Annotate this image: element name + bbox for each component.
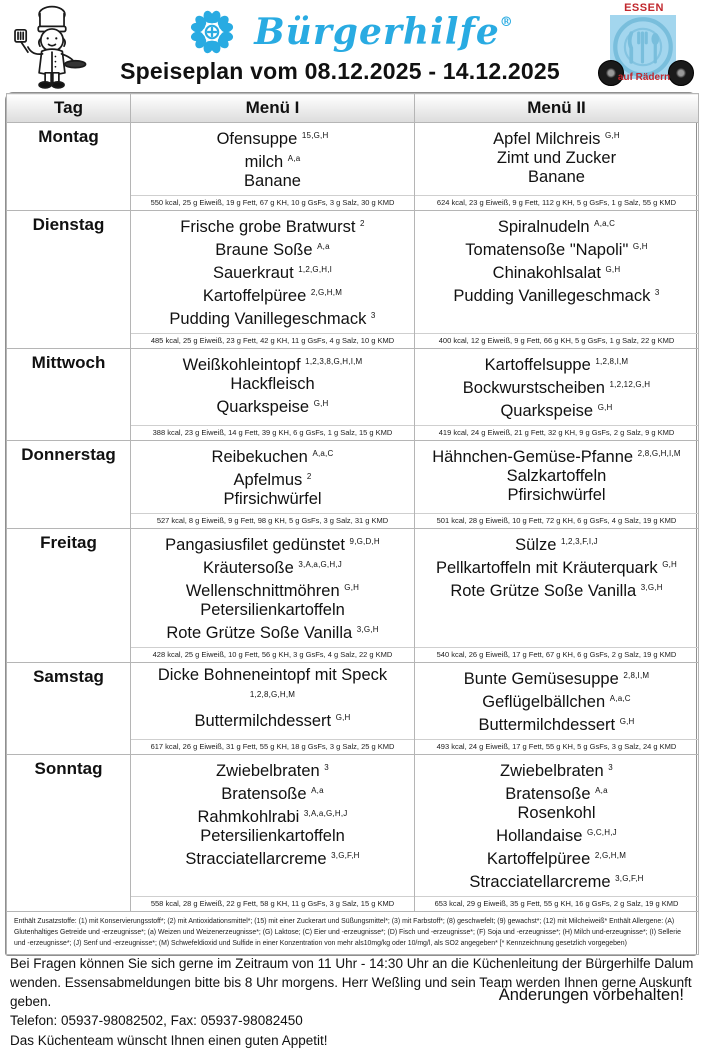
menu-item — [419, 532, 694, 555]
menu1-cell — [131, 755, 415, 897]
nutrition-line: 400 kcal, 12 g Eiweiß, 9 g Fett, 66 g KH, 5 g GsFs, 1 g Salz, 22 g KMD — [415, 334, 699, 349]
allergen-codes: 3 — [654, 288, 660, 297]
menu-item — [419, 823, 694, 846]
menu-item-name: Bunte Gemüsesuppe — [463, 670, 619, 688]
allergen-codes: G,H — [605, 131, 620, 140]
menu-item — [419, 444, 694, 467]
menu-item — [419, 214, 694, 237]
allergen-codes: A,a,C — [312, 449, 334, 458]
menu-item-name: Banane — [244, 172, 301, 190]
menu-item-name: Stracciatellarcreme — [185, 850, 327, 868]
menu-item — [419, 398, 694, 421]
allergen-codes: G,H — [605, 265, 621, 274]
menu-item-name: Petersilienkartoffeln — [200, 601, 345, 619]
menu-item-name: Ofensuppe — [216, 130, 298, 148]
menu-item-name: Pfirsichwürfel — [507, 486, 606, 504]
nutrition-line: 617 kcal, 26 g Eiweiß, 31 g Fett, 55 g KH, 18 g GsFs, 3 g Salz, 25 g KMD — [131, 740, 415, 755]
menu-item-name: Zwiebelbraten — [216, 762, 320, 780]
menu-item-name: Apfel Milchreis — [493, 130, 601, 148]
menu-item — [419, 846, 694, 869]
menu-item — [419, 126, 694, 149]
menu-item-name: Kartoffelpüree — [202, 287, 307, 305]
menu-item-name: Hollandaise — [496, 827, 583, 845]
allergen-codes: A,a — [595, 786, 608, 795]
allergen-codes: 3,A,a,G,H,J — [298, 560, 342, 569]
menu2-cell — [415, 755, 699, 897]
allergen-codes: 3,G,H — [640, 583, 663, 592]
menu-item — [135, 601, 410, 620]
allergen-codes: G,H — [344, 583, 360, 592]
menu-item-name: Quarkspeise — [216, 398, 310, 416]
menu-item-name: Pellkartoffeln mit Kräuterquark — [435, 559, 658, 577]
menu-item-name: Spiralnudeln — [497, 218, 590, 236]
menu-item-name: Hähnchen-Gemüse-Pfanne — [432, 448, 634, 466]
allergen-codes: G,H — [335, 713, 351, 722]
allergen-codes: 1,2,G,H,I — [298, 265, 333, 274]
menu-item-name: Sülze — [515, 536, 557, 554]
menu-item — [419, 149, 694, 168]
allergen-codes: A,a,C — [594, 219, 616, 228]
page-title: Speiseplan vom 08.12.2025 - 14.12.2025 — [120, 58, 560, 84]
day-label: Montag — [7, 123, 131, 211]
menu-item-name: Kräutersoße — [203, 559, 294, 577]
menu-item-name: Pangasiusfilet gedünstet — [165, 536, 345, 554]
menu-item-name: Zwiebelbraten — [500, 762, 604, 780]
menu-item-name: Apfelmus — [233, 471, 303, 489]
nutrition-line: 428 kcal, 25 g Eiweiß, 10 g Fett, 56 g KH, 3 g GsFs, 4 g Salz, 22 g KMD — [131, 648, 415, 663]
nutrition-line: 540 kcal, 26 g Eiweiß, 17 g Fett, 67 g KH, 6 g GsFs, 2 g Salz, 19 g KMD — [415, 648, 699, 663]
menu-item-name: Dicke Bohneneintopf mit Speck — [157, 666, 388, 684]
allergen-codes: 1,2,12,G,H — [609, 380, 651, 389]
menu2-cell — [415, 349, 699, 426]
menu-item — [419, 352, 694, 375]
menu-item-name: Bratensoße — [221, 785, 307, 803]
footer-appetit-line: Das Küchenteam wünscht Ihnen einen guten Appetit! — [10, 1032, 328, 1048]
menu-item — [135, 172, 410, 191]
allergen-codes: 1,2,3,F,I,J — [560, 537, 598, 546]
menu2-cell — [415, 663, 699, 740]
allergen-codes: 1,2,8,I,M — [595, 357, 629, 366]
menu-item-name: Pfirsichwürfel — [223, 490, 322, 508]
nutrition-line: 558 kcal, 28 g Eiweiß, 22 g Fett, 58 g KH, 11 g GsFs, 3 g Salz, 15 g KMD — [131, 897, 415, 912]
essen-label: ESSEN — [624, 2, 664, 14]
menu-item — [419, 467, 694, 486]
allergen-codes: 2 — [360, 219, 365, 228]
menu-item — [135, 394, 410, 417]
menu-item-name: Geflügelbällchen — [482, 693, 606, 711]
brand-row — [150, 4, 550, 60]
menu-item — [135, 758, 410, 781]
menu-item-name: Pudding Vanillegeschmack — [453, 287, 651, 305]
menu-item-name: Hackfleisch — [230, 375, 315, 393]
menu-item-name: Stracciatellarcreme — [469, 873, 611, 891]
footer-contact-paragraph: Bei Fragen können Sie sich gerne im Zeitraum von 11 Uhr - 14:30 Uhr an die Küchenleitung der Bürgerhilfe Dalum wenden. Essensabmeldungen bitte bis 8 Uhr morgens. Herr Weßling und sein Team werden Ihnen gerne Auskunft geben. — [10, 956, 694, 1010]
brand-name — [254, 11, 514, 53]
menu-item-name: Quarkspeise — [500, 402, 594, 420]
menu-item — [135, 237, 410, 260]
menu1-cell — [131, 529, 415, 648]
menu1-cell — [131, 123, 415, 196]
menu2-cell — [415, 123, 699, 196]
allergen-codes: 1,2,3,8,G,H,I,M — [305, 357, 363, 366]
allergen-codes: A,a — [311, 786, 324, 795]
nutrition-line: 550 kcal, 25 g Eiweiß, 19 g Fett, 67 g KH, 10 g GsFs, 3 g Salz, 30 g KMD — [131, 196, 415, 211]
column-header-menu1: Menü I — [131, 94, 415, 123]
menu-item — [419, 168, 694, 187]
menu-item — [419, 712, 694, 735]
menu1-cell — [131, 211, 415, 334]
menu-item-name: Bratensoße — [505, 785, 591, 803]
allergen-codes: 9,G,D,H — [349, 537, 380, 546]
menu-item — [135, 352, 410, 375]
menu-item-name: Kartoffelsuppe — [484, 356, 591, 374]
essen-auf-raedern-logo — [592, 2, 696, 92]
menu-item — [135, 846, 410, 869]
allergen-codes: 2,8,I,M — [623, 671, 650, 680]
menu2-cell — [415, 211, 699, 334]
menu-content-row — [7, 663, 699, 740]
menu-item-name: Kartoffelpüree — [486, 850, 591, 868]
menu-item-name: Petersilienkartoffeln — [200, 827, 345, 845]
nutrition-line: 419 kcal, 24 g Eiweiß, 21 g Fett, 32 g KH, 9 g GsFs, 2 g Salz, 9 g KMD — [415, 426, 699, 441]
menu-item-name: Rote Grütze Soße Vanilla — [166, 624, 353, 642]
menu-item-name: Salzkartoffeln — [506, 467, 607, 485]
menu-item — [135, 467, 410, 490]
allergen-codes: G,C,H,J — [586, 828, 617, 837]
menu-item — [135, 375, 410, 394]
nutrition-line: 624 kcal, 23 g Eiweiß, 9 g Fett, 112 g KH, 5 g GsFs, 1 g Salz, 55 g KMD — [415, 196, 699, 211]
menu2-cell — [415, 441, 699, 514]
allergen-codes: 3 — [324, 763, 329, 772]
allergen-codes: 2,G,H,M — [310, 288, 343, 297]
page-header — [0, 0, 702, 92]
menu-item — [419, 758, 694, 781]
menu-content-row — [7, 123, 699, 196]
menu-item — [135, 708, 410, 731]
allergen-codes: G,H — [313, 399, 329, 408]
allergen-codes: 3,G,H — [356, 625, 379, 634]
allergen-codes: 3 — [608, 763, 613, 772]
menu-content-row — [7, 755, 699, 897]
additives-legend: Enthält Zusatzstoffe: (1) mit Konservierungsstoff*; (2) mit Antioxidationsmittel*; (15) mit einer Zuckerart und Süßungsmittel*; (3) mit Farbstoff*; (8) geschwefelt; (9) gewachst*; (12) mit Milcheiweiß* Enthält Allergene: (A) Glutenhaltiges Getreide und -erzeugnisse*; (a) Weizen und Weizenerzeugnisse*; (G) Laktose; (C) Eier und -erzeugnisse*; (D) Fisch und -erzeugnisse*; (F) Soja und -erzeugnisse*; (H) Milch und-erzeugnisse*; (I) Sellerie und -erzeugnisse*; (J) Senf und -erzeugnisse*; (M) Schwefeldioxid und Sulfide in einer Konzentration von mehr als10mg/kg oder 10/mg/l, als SO2 angegeben* [* Kennzeichnung gesetzlich vorgegeben) — [7, 912, 699, 955]
menu-item — [135, 149, 410, 172]
menu-item — [419, 260, 694, 283]
allergen-codes: G,H — [619, 717, 635, 726]
brand-text: Bürgerhilfe — [254, 11, 500, 53]
menu-item — [419, 666, 694, 689]
allergen-codes: A,a — [287, 154, 301, 163]
allergen-codes: 3,A,a,G,H,J — [303, 809, 348, 818]
allergen-codes: 2 — [306, 472, 312, 481]
auf-raedern-label: auf Rädern — [617, 72, 671, 83]
day-label: Mittwoch — [7, 349, 131, 441]
menu-item — [135, 827, 410, 846]
menu-item-name: Weißkohleintopf — [182, 356, 301, 374]
day-label: Sonntag — [7, 755, 131, 912]
menu-item-name: Tomatensoße "Napoli" — [465, 241, 629, 259]
menu-item-name: Pudding Vanillegeschmack — [169, 310, 367, 328]
nutrition-line: 388 kcal, 23 g Eiweiß, 14 g Fett, 39 g KH, 6 g GsFs, 1 g Salz, 15 g KMD — [131, 426, 415, 441]
column-header-tag: Tag — [7, 94, 131, 123]
menu-item-name: milch — [244, 153, 284, 171]
menu-item-name: Rosenkohl — [517, 804, 596, 822]
menu1-cell — [131, 349, 415, 426]
allergen-codes: 3,G,F,H — [615, 874, 644, 883]
menu-item — [419, 689, 694, 712]
menu-item — [419, 486, 694, 505]
chef-icon — [8, 4, 96, 90]
menu-item — [419, 869, 694, 892]
nutrition-line: 501 kcal, 28 g Eiweiß, 10 g Fett, 72 g KH, 6 g GsFs, 4 g Salz, 19 g KMD — [415, 514, 699, 529]
registered-mark: ® — [499, 15, 514, 30]
menu-item-name: Rote Grütze Soße Vanilla — [450, 582, 637, 600]
menu-content-row — [7, 211, 699, 334]
menu-content-row — [7, 441, 699, 514]
allergen-codes: 2,8,G,H,I,M — [637, 449, 681, 458]
allergen-codes: 3 — [370, 311, 376, 320]
menu1-cell — [131, 663, 415, 740]
menu-item — [419, 555, 694, 578]
menu-item — [135, 620, 410, 643]
day-label: Freitag — [7, 529, 131, 663]
menu1-cell — [131, 441, 415, 514]
menu-item — [135, 666, 410, 708]
allergen-codes: G,H — [597, 403, 613, 412]
allergen-codes: A,a — [317, 242, 330, 251]
menu-item — [135, 532, 410, 555]
menu-item — [135, 283, 410, 306]
nutrition-line: 527 kcal, 8 g Eiweiß, 9 g Fett, 98 g KH, 5 g GsFs, 3 g Salz, 31 g KMD — [131, 514, 415, 529]
menu-item — [135, 214, 410, 237]
menu-item — [419, 237, 694, 260]
menu-item — [135, 578, 410, 601]
table-header-row — [7, 94, 699, 123]
menu-item-name: Wellenschnittmöhren — [185, 582, 340, 600]
allergen-codes: 15,G,H — [301, 131, 329, 140]
allergen-codes: G,H — [662, 560, 678, 569]
allergen-codes: G,H — [632, 242, 648, 251]
nutrition-line: 653 kcal, 29 g Eiweiß, 35 g Fett, 55 g KH, 16 g GsFs, 2 g Salz, 19 g KMD — [415, 897, 699, 912]
menu-content-row — [7, 529, 699, 648]
menu-item-name: Sauerkraut — [212, 264, 294, 282]
menu-content-row — [7, 349, 699, 426]
menu-item — [419, 804, 694, 823]
allergen-codes: 3,G,F,H — [331, 851, 360, 860]
day-label: Dienstag — [7, 211, 131, 349]
menu-item — [135, 804, 410, 827]
day-label: Donnerstag — [7, 441, 131, 529]
column-header-menu2: Menü II — [415, 94, 699, 123]
menu-item — [135, 306, 410, 329]
day-label: Samstag — [7, 663, 131, 755]
menu-item-name: Buttermilchdessert — [194, 712, 332, 730]
menu2-cell — [415, 529, 699, 648]
menu-item-name: Zimt und Zucker — [496, 149, 617, 167]
menu-table — [5, 92, 697, 956]
legend-row — [7, 912, 699, 955]
menu-item — [135, 555, 410, 578]
changes-note: Änderungen vorbehalten! — [498, 986, 684, 1004]
menu-item-name: Reibekuchen — [211, 448, 308, 466]
menu-item — [419, 375, 694, 398]
footer-phone-line: Telefon: 05937-98082502, Fax: 05937-98082450 — [10, 1013, 303, 1029]
menu-item — [135, 781, 410, 804]
menu-item-name: Banane — [528, 168, 585, 186]
menu-item-name: Buttermilchdessert — [478, 716, 616, 734]
allergen-codes: A,a,C — [609, 694, 631, 703]
menu-item-name: Rahmkohlrabi — [197, 808, 300, 826]
allergen-codes: 1,2,8,G,H,M — [249, 690, 296, 699]
menu-item — [135, 444, 410, 467]
allergen-codes: 2,G,H,M — [594, 851, 627, 860]
menu-item — [135, 490, 410, 509]
menu-item — [135, 260, 410, 283]
menu-item-name: Braune Soße — [215, 241, 313, 259]
flower-logo-icon — [186, 6, 238, 58]
nutrition-line: 493 kcal, 24 g Eiweiß, 17 g Fett, 55 g KH, 5 g GsFs, 3 g Salz, 24 g KMD — [415, 740, 699, 755]
menu-item-name: Bockwurstscheiben — [462, 379, 605, 397]
menu-item — [419, 578, 694, 601]
menu-item — [419, 283, 694, 306]
menu-item — [419, 781, 694, 804]
nutrition-line: 485 kcal, 25 g Eiweiß, 23 g Fett, 42 g KH, 11 g GsFs, 4 g Salz, 10 g KMD — [131, 334, 415, 349]
menu-item-name: Frische grobe Bratwurst — [180, 218, 356, 236]
menu-item — [135, 126, 410, 149]
menu-item-name: Chinakohlsalat — [492, 264, 601, 282]
